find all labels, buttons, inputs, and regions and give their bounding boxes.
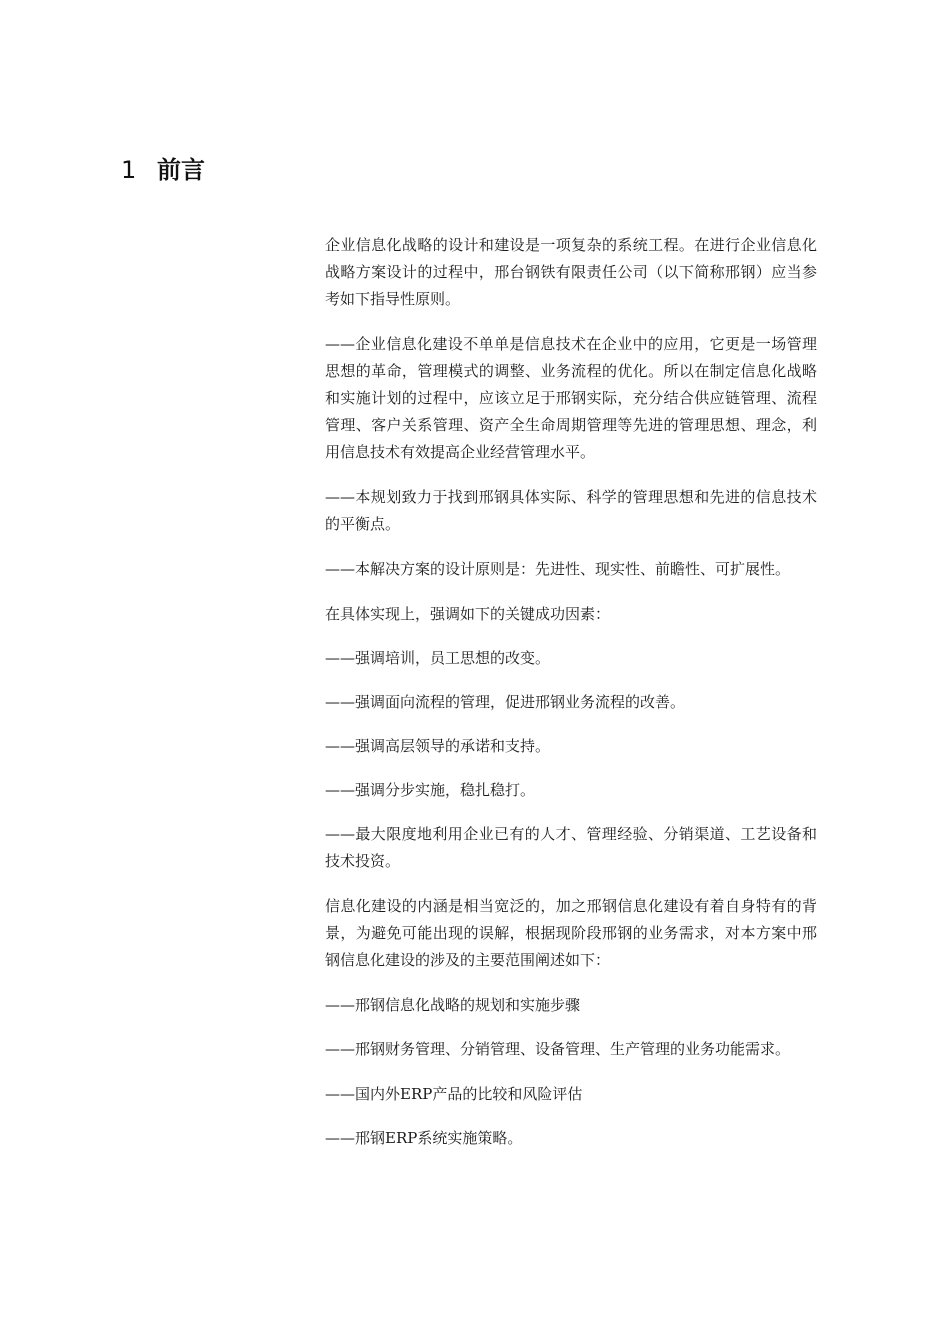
paragraph-factor-1: ——强调培训，员工思想的改变。 [325,649,551,667]
paragraph-factor-4: ——强调分步实施，稳扎稳打。 [325,781,536,799]
paragraph-principle-1: ——企业信息化建设不单单是信息技术在企业中的应用，它更是一场管理思想的革命，管理模式的调整、业务流程的优化。所以在制定信息化战略和实施计划的过程中，应该立足于邢钢实际，充分结合供应链管理、流程管理、客户关系管理、资产全生命周期管理等先进的管理思想、理念，利用信息技术有效提高企业经营管理水平。 [325,335,817,461]
section-title: 前言 [157,156,205,184]
paragraph-scope-1: ——邢钢信息化战略的规划和实施步骤 [325,996,581,1014]
paragraph-factor-3: ——强调高层领导的承诺和支持。 [325,737,551,755]
section-number: 1 [121,156,137,184]
paragraph-scope-4: ——邢钢ERP系统实施策略。 [325,1129,523,1147]
paragraph-principle-3: ——本解决方案的设计原则是：先进性、现实性、前瞻性、可扩展性。 [325,560,791,578]
paragraph-key-factors: 在具体实现上，强调如下的关键成功因素： [325,605,611,623]
paragraph-scope-2: ——邢钢财务管理、分销管理、设备管理、生产管理的业务功能需求。 [325,1040,791,1058]
paragraph-scope-3: ——国内外ERP产品的比较和风险评估 [325,1085,583,1103]
paragraph-principle-2: ——本规划致力于找到邢钢具体实际、科学的管理思想和先进的信息技术的平衡点。 [325,488,817,533]
body-text [325,232,817,1169]
paragraph-intro: 企业信息化战略的设计和建设是一项复杂的系统工程。在进行企业信息化战略方案设计的过程中，邢台钢铁有限责任公司（以下简称邢钢）应当参考如下指导性原则。 [325,236,817,308]
paragraph-factor-2: ——强调面向流程的管理，促进邢钢业务流程的改善。 [325,693,686,711]
section-heading [121,150,205,190]
paragraph-factor-5: ——最大限度地利用企业已有的人才、管理经验、分销渠道、工艺设备和技术投资。 [325,825,817,870]
paragraph-scope-intro: 信息化建设的内涵是相当宽泛的，加之邢钢信息化建设有着自身特有的背景，为避免可能出现的误解，根据现阶段邢钢的业务需求，对本方案中邢钢信息化建设的涉及的主要范围阐述如下： [325,897,817,969]
